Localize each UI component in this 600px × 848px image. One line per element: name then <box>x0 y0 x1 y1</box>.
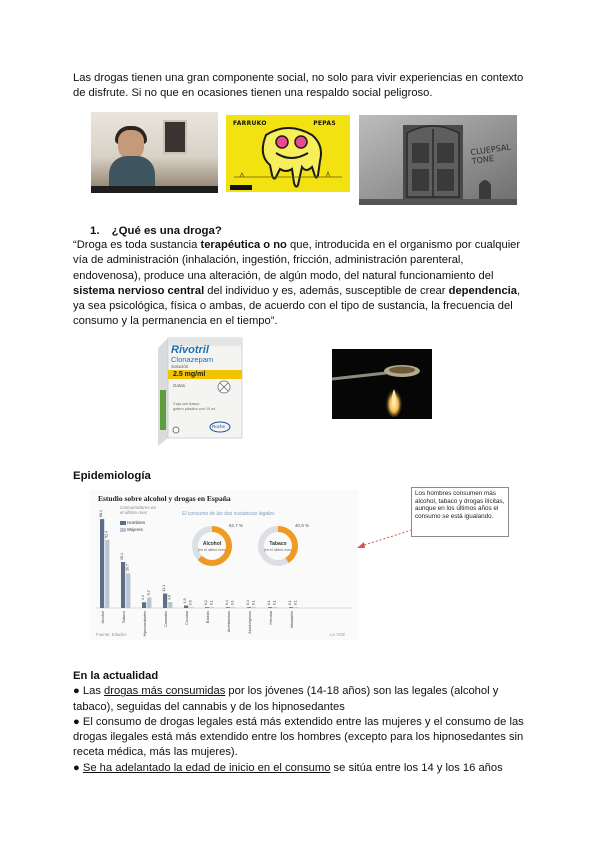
section-1-number: 1. <box>90 225 100 237</box>
category-label-5: Éxtasis <box>206 611 211 624</box>
bar-value-label-hombres-5: 0,2 <box>204 600 209 606</box>
quote-line-2: vía de administración (inhalación, ingestión, fricción, administración parenteral, <box>73 254 464 267</box>
bar-hombres-5 <box>205 607 209 608</box>
bar-value-label-hombres-3: 11,1 <box>162 584 167 592</box>
bar-hombres-7 <box>247 607 251 608</box>
bar-mujeres-3 <box>168 602 172 608</box>
smiley-album-image <box>226 115 350 192</box>
bar-mujeres-2 <box>147 597 151 608</box>
bullet-1-line-2: tabaco), seguidas del cannabis y de los hipnosedantes <box>73 700 345 713</box>
chart-footer-right: LA VOZ <box>330 632 346 637</box>
section-1-title: ¿Qué es una droga? <box>111 225 222 237</box>
intro-paragraph <box>73 71 533 102</box>
roche-logo-text: Roche <box>212 424 226 429</box>
bullet-2-line-3: receta médica, más las mujeres). <box>73 746 238 759</box>
callout-arrow <box>355 528 415 550</box>
rivotril-box-image <box>154 330 246 446</box>
rivotril-dose: 2.5 mg/ml <box>173 371 206 378</box>
bar-value-label-hombres-8: 0,1 <box>267 600 272 606</box>
quote-line-5: ya sea psicológica, física o ambas, de acuerdo con el tipo de sustancia, la frecuencia del <box>73 300 513 313</box>
bar-value-label-mujeres-9: 0,1 <box>293 600 298 606</box>
category-label-9: Inhalables <box>290 611 295 629</box>
bar-value-label-mujeres-3: 4,6 <box>167 595 172 601</box>
bar-value-label-hombres-9: 0,1 <box>288 600 293 606</box>
bar-value-label-mujeres-1: 26,7 <box>125 564 130 572</box>
legend-hombres: Hombres <box>120 520 145 525</box>
actualidad-section <box>73 669 543 776</box>
bar-mujeres-7 <box>252 607 256 608</box>
bar-mujeres-4 <box>189 607 193 608</box>
quote-line-4: sistema nervioso central del individuo y es, además, susceptible de crear dependencia, <box>73 284 521 297</box>
bar-value-label-mujeres-6: 0,1 <box>230 600 235 606</box>
drug-definition-quote <box>73 238 543 330</box>
bar-mujeres-1 <box>126 573 130 608</box>
graffiti-door-photo <box>359 115 517 205</box>
bullet-2-line-1: ● El consumo de drogas legales está más extendido entre las mujeres y el consumo de las <box>73 715 524 728</box>
donut-value-0: 62,7 % <box>228 523 244 528</box>
bar-hombres-9 <box>289 607 293 608</box>
rivotril-small-1: Caja con frasco <box>173 402 200 406</box>
bar-value-label-mujeres-8: 0,1 <box>272 600 277 606</box>
intro-line-2: de disfrute. Si no que en ocasiones tienen una respaldo social peligroso. <box>73 87 433 100</box>
bar-hombres-2 <box>142 602 146 608</box>
bar-value-label-hombres-0: 68,4 <box>99 510 104 518</box>
bar-value-label-mujeres-0: 52,4 <box>104 530 109 538</box>
bar-mujeres-8 <box>273 607 277 608</box>
bar-value-label-mujeres-7: 0,1 <box>251 600 256 606</box>
donut-sublabel-0: (en el último mes) <box>197 548 227 552</box>
rivotril-small-2: gotero plástico con 10 ml <box>173 407 216 411</box>
bar-mujeres-9 <box>294 607 298 608</box>
smiley-right-text: PEPAS <box>313 120 336 127</box>
bullet-2-line-2: drogas ilegales está más extendido entre los hombres (excepto para los hipnosedantes sin <box>73 731 524 744</box>
chart-subtitle: El consumo de las dos sustancias legales <box>182 511 275 517</box>
category-label-0: Alcohol <box>101 611 106 624</box>
donut-value-1: 40,9 % <box>294 523 310 528</box>
section-1-heading <box>90 224 222 239</box>
bullet-1-line-1: ● Las drogas más consumidas por los jóvenes (14-18 años) son las legales (alcohol y <box>73 685 499 698</box>
bar-value-label-mujeres-2: 8,2 <box>146 590 151 596</box>
rivotril-form: Solución <box>171 364 189 369</box>
smiley-left-text: FARRUKO <box>233 120 267 127</box>
quote-line-3: endovenosa), produce una alteración, de algún modo, del natural funcionamiento del <box>73 269 494 282</box>
bar-value-label-mujeres-4: 0,5 <box>188 600 193 606</box>
legend-mujeres: Mujeres <box>120 527 143 532</box>
bar-value-label-hombres-2: 4,4 <box>141 595 146 601</box>
rivotril-brand: Rivotril <box>171 344 209 356</box>
drug-use-chart <box>90 490 358 640</box>
bar-hombres-6 <box>226 607 230 608</box>
bar-mujeres-0 <box>105 540 109 608</box>
interview-photo <box>91 112 218 193</box>
donut-label-0: Alcohol <box>202 541 222 547</box>
rivotril-unit: Gotas <box>173 383 186 388</box>
bar-mujeres-6 <box>231 607 235 608</box>
melting-smiley-icon <box>226 115 350 192</box>
door-graffiti-text: CLUEPSAL TONE <box>469 142 512 166</box>
category-label-2: Hipnosedantes <box>143 611 148 637</box>
donut-sublabel-1: (en el último mes) <box>263 548 293 552</box>
bar-value-label-hombres-1: 35,4 <box>120 552 125 560</box>
bar-value-label-hombres-7: 0,4 <box>246 600 251 606</box>
actualidad-heading: En la actualidad <box>73 670 159 682</box>
donut-label-1: Tabaco <box>269 541 287 547</box>
epidemiology-callout: Los hombres consumen más alcohol, tabaco y drogas ilícitas, aunque en los últimos años el consumo se está igualando. <box>411 487 509 537</box>
category-label-1: Tabaco <box>122 611 127 624</box>
chart-side-note: Consumidores en el último mes <box>120 505 157 515</box>
chart-footer-left: Fuente: Edades <box>96 632 127 637</box>
category-label-7: Alucinógenos <box>248 611 253 634</box>
bar-value-label-hombres-4: 1,9 <box>183 598 188 604</box>
bar-hombres-8 <box>268 607 272 608</box>
bar-value-label-mujeres-5: 0,1 <box>209 600 214 606</box>
epidemiologia-heading: Epidemiología <box>73 470 151 482</box>
category-label-8: Heroína <box>269 611 274 625</box>
quote-line-6: consumo y la permanencia en el tiempo”. <box>73 315 278 328</box>
intro-line-1: Las drogas tienen una gran componente social, no solo para vivir experiencias en contexto <box>73 72 524 84</box>
quote-line-1: “Droga es toda sustancia terapéutica o no que, introducida en el organismo por cualquier <box>73 239 521 251</box>
bullet-3-line-1: ● Se ha adelantado la edad de inicio en el consumo se sitúa entre los 14 y los 16 años <box>73 761 503 774</box>
spoon-flame-photo <box>332 349 432 419</box>
bar-mujeres-5 <box>210 607 214 608</box>
category-label-6: Anfetaminas <box>227 611 232 633</box>
rivotril-generic: Clonazepam <box>171 355 214 364</box>
chart-title: Estudio sobre alcohol y drogas en España <box>98 494 231 503</box>
chart-plot <box>90 490 358 640</box>
category-label-3: Cannabis <box>164 611 169 628</box>
category-label-4: Cocaína <box>185 611 190 626</box>
bar-value-label-hombres-6: 0,4 <box>225 600 230 606</box>
